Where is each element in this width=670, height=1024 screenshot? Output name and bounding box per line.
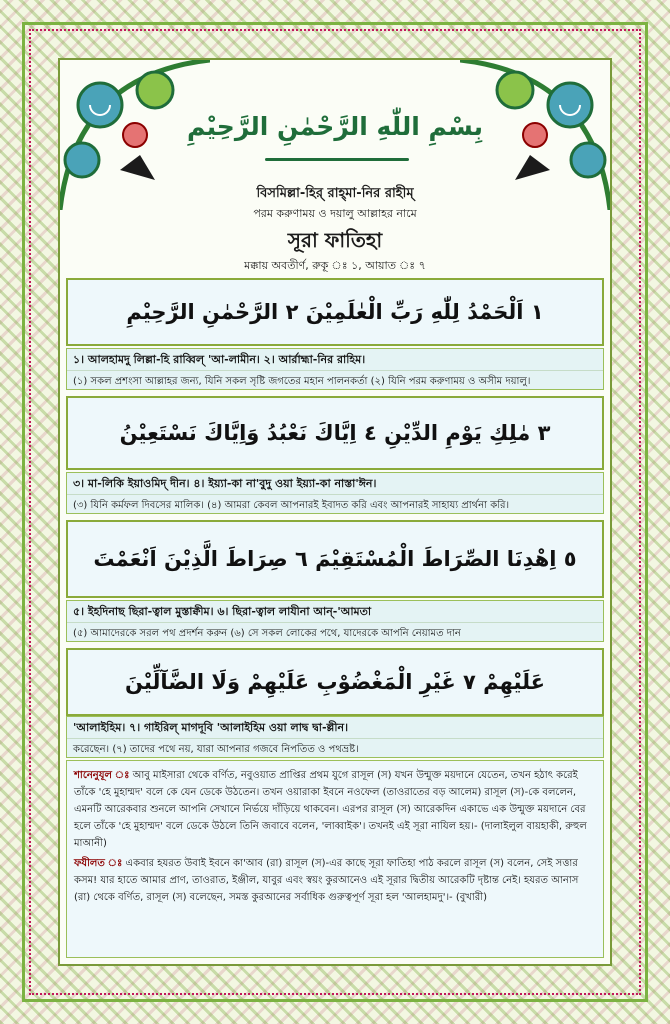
verse-transliteration-3: ৫। ইহদিনাছ ছিরা-ত্বাল মুস্তাক্বীম। ৬। ছিরা-ত্বাল লাযীনা আন্-'আমতা xyxy=(73,605,372,618)
verse-meaning-3: (৫) আমাদেরকে সরল পথ প্রদর্শন করুন (৬) সে সকল লোকের পথে, যাদেরকে আপনি নেয়ামত দান xyxy=(67,622,603,645)
virtue-label: ফযীলত ঃ xyxy=(74,858,123,869)
verse-transliteration-4: 'আলাইহিম। ৭। গাইরিল্ মাগদূবি 'আলাইহিম ওয়া লাদ্ব দ্বা-ল্লীন। xyxy=(73,721,349,734)
background-label: শানেনুযূল ঃ xyxy=(74,770,130,781)
verse-arabic-4: عَلَيْهِمْ ٧ غَيْرِ الْمَغْضُوْبِ عَلَيْهِمْ وَلَا الضَّآلِّيْنَ xyxy=(66,648,604,716)
virtue-text: একবার হযরত উবাই ইবনে কা'আব (রা) রাসূল (স)-এর কাছে সূরা ফাতিহা পাঠ করলে রাসূল (স) বলেন, সেই সত্তার কসম! যার হাতে আমার প্রাণ, তাওরাত, ইঞ্জীল, যাবুর এবং স্বয়ং কুরআনেও এই সূরার দ্বিতীয় আরেকটি দৃষ্টান্ত নেই। হযরত আনাস (রা) থেকে বর্ণিত, রাসূল (স) বলেছেন, সমস্ত কুরআনের সর্বাধিক গুরুত্বপূর্ণ সূরা হল 'আলহামদু'।- (বুখারী) xyxy=(74,858,579,903)
verse-transliteration-1: ১। আলহামদু লিল্লা-হি রাব্বিল্ 'আ-লামীন। ২। আর্রাহ্মা-নির রাহিম। xyxy=(73,353,366,366)
verse-meaning-4: করেছেন। (৭) তাদের পথে নয়, যারা আপনার গজবে নিপতিত ও পথভ্রষ্ট। xyxy=(67,738,603,761)
bismillah-arabic: بِسْمِ اللّٰهِ الرَّحْمٰنِ الرَّحِيْمِ xyxy=(187,112,483,141)
background-paragraph xyxy=(74,767,596,852)
bismillah-transliteration: বিসমিল্লা-হির্ রাহ্‌মা-নির রাহীম্ xyxy=(256,186,414,201)
surah-title: সূরা ফাতিহা xyxy=(287,228,383,252)
verse-translation-block-2 xyxy=(66,472,604,514)
surah-notes xyxy=(66,760,604,958)
verse-arabic-2: ٣ مٰلِكِ يَوْمِ الدِّيْنِ ٤ اِيَّاكَ نَعْبُدُ وَاِيَّاكَ نَسْتَعِيْنُ xyxy=(66,396,604,470)
verse-arabic-1: ١ اَلْحَمْدُ لِلّٰهِ رَبِّ الْعٰلَمِيْنَ ٢ الرَّحْمٰنِ الرَّحِيْمِ xyxy=(66,278,604,346)
verse-translation-block-1 xyxy=(66,348,604,390)
verse-meaning-2: (৩) যিনি কর্মফল দিবসের মালিক। (৪) আমরা কেবল আপনারই ইবাদত করি এবং আপনারই সাহায্য প্রার্থনা করি। xyxy=(67,494,603,517)
verse-meaning-1: (১) সকল প্রশংসা আল্লাহর জন্য, যিনি সকল সৃষ্টি জগতের মহান পালনকর্তা (২) যিনি পরম করুণাময় ও অসীম দয়ালু। xyxy=(67,370,603,393)
background-text: আবু মাইসারা থেকে বর্ণিত, নবুওয়াত প্রাপ্তির প্রথম যুগে রাসূল (স) যখন উন্মুক্ত ময়দানে যেতেন, তখন হঠাৎ করেই তাঁকে 'হে মুহাম্মদ' বলে কে যেন ডেকে উঠতেন। তখন ওয়ারাকা ইবনে নওফেল (তাওরাতের বড় আলেম) রাসূল (স)-কে বললেন, এমনটি আরেকবার শুনলে আপনি সেখানে নির্ভয়ে দাঁড়িয়ে থাকবেন। এরপর রাসূল (স) আরেকদিন একাভে এক উন্মুক্ত ময়দানে বের হলে তাঁকে 'হে মুহাম্মদ' বলে ডেকে উঠলে তিনি জবাবে বলেন, 'লাব্বাইক'। তখনই এই সূরা নাযিল হয়।- (দালাইলুল বায়হাকী, রুহুল মাআনী) xyxy=(74,770,587,849)
calligraphy-underline xyxy=(265,158,409,161)
verse-transliteration-2: ৩। মা-লিকি ইয়াওমিদ্ দীন। ৪। ইয়্যা-কা না'বুদু ওয়া ইয়্যা-কা নাস্তা'ঈন। xyxy=(73,477,377,490)
verse-translation-block-4 xyxy=(66,716,604,758)
bismillah-meaning: পরম করুণাময় ও দয়ালু আল্লাহর নামে xyxy=(253,207,417,220)
verse-translation-block-3 xyxy=(66,600,604,642)
virtue-paragraph xyxy=(74,855,596,906)
content-panel xyxy=(58,58,612,966)
verse-arabic-3: ٥ اِهْدِنَا الصِّرَاطَ الْمُسْتَقِيْمَ ٦ صِرَاطَ الَّذِيْنَ اَنْعَمْتَ xyxy=(66,520,604,598)
surah-info: মক্কায় অবতীর্ণ, রুকূ ঃ ১, আয়াত ঃ ৭ xyxy=(244,259,426,272)
